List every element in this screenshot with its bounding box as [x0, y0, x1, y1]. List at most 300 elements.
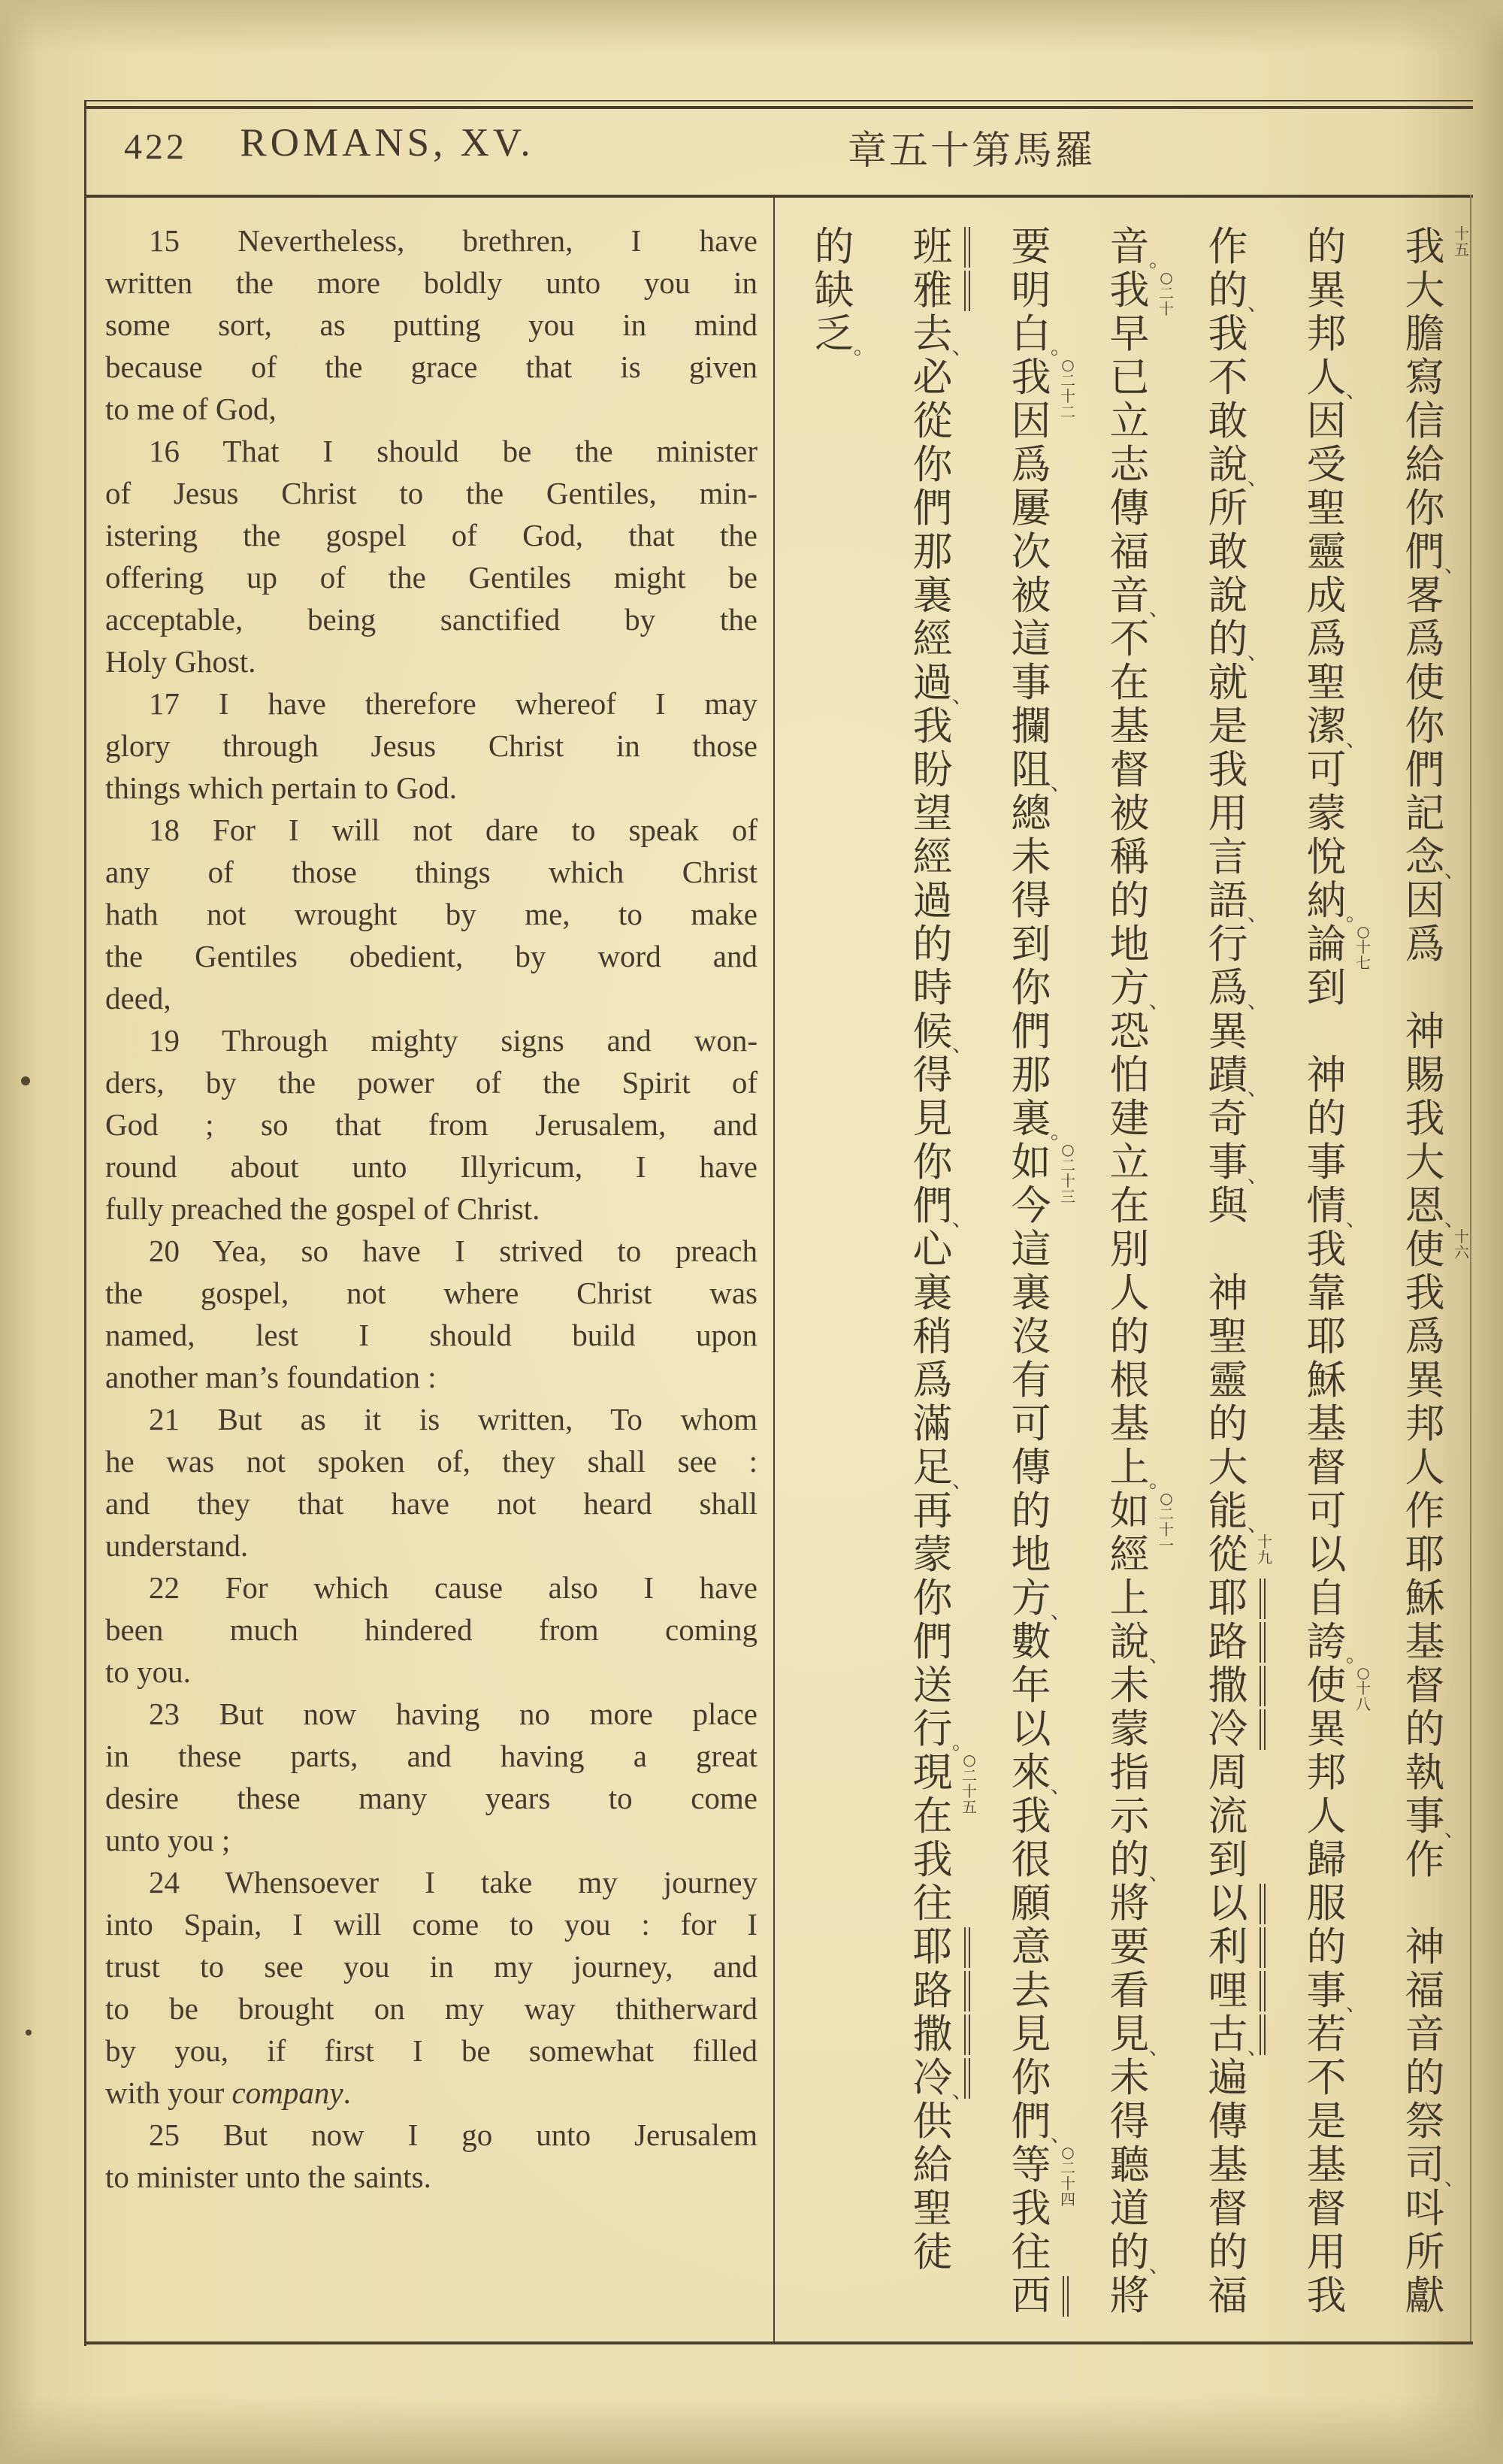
text-line: acceptable, being sanctified by the: [105, 602, 758, 637]
han-char: 稱: [1109, 834, 1150, 880]
han-char: 人: [1109, 1270, 1150, 1316]
proper-name-mark: [964, 1971, 970, 2011]
han-char: 年: [1011, 1663, 1051, 1709]
chinese-column: [808, 224, 874, 359]
han-char: 我: [1306, 2273, 1347, 2319]
han-char: 我: [1405, 1096, 1445, 1142]
han-char: 到: [1011, 922, 1051, 967]
han-char: 情 、: [1306, 1183, 1366, 1231]
han-char: 沒: [1011, 1314, 1051, 1360]
han-char: 聖: [1306, 660, 1347, 706]
text-line: istering the gospel of God, that the: [105, 518, 758, 552]
han-char: 執: [1405, 1750, 1445, 1796]
han-char: 督: [1405, 1663, 1445, 1709]
han-char: 足 、: [912, 1445, 972, 1493]
han-char: 們 、: [912, 1183, 972, 1231]
chinese-column: [1300, 224, 1371, 2319]
han-char: 裏 。: [1011, 1096, 1071, 1144]
han-char: 現 ○二十五: [912, 1750, 977, 1816]
han-char: 恐: [1109, 1009, 1150, 1055]
han-char: 我: [1208, 747, 1248, 793]
text-line: 23 But now having no more place: [149, 1697, 758, 1731]
han-char: 給: [1405, 442, 1445, 488]
text-line: to you.: [105, 1654, 191, 1689]
han-char: 去: [1011, 1968, 1051, 2014]
han-char: 示: [1109, 1794, 1150, 1839]
han-char: 往: [912, 1881, 953, 1927]
han-char: 言: [1208, 834, 1248, 880]
text-line: the gospel, not where Christ was: [105, 1276, 758, 1310]
han-char: 你: [1405, 486, 1445, 531]
verse-number-marker: ○二十: [1159, 268, 1174, 318]
han-char: 來 、: [1011, 1750, 1071, 1798]
han-char: 納 。: [1306, 878, 1366, 926]
han-char: 那: [1011, 1052, 1051, 1098]
han-char: 如 ○二十一: [1109, 1488, 1174, 1554]
column-divider-rule: [773, 196, 775, 2344]
han-char: 耶: [906, 1926, 959, 1969]
verse-number-marker: ○二十四: [1060, 2143, 1075, 2208]
han-char: 事 、: [1208, 1140, 1268, 1188]
han-char: 被: [1109, 791, 1150, 837]
han-char: 人 、: [1306, 355, 1366, 403]
han-char: 我: [1011, 2186, 1051, 2232]
han-char: 因: [1405, 878, 1445, 924]
han-char: 給: [912, 2142, 953, 2188]
verse: [105, 683, 758, 809]
han-char: 悅: [1306, 834, 1347, 880]
text-line: to me of God,: [105, 392, 277, 426]
header-divider-rule: [84, 195, 1473, 198]
text-line: things which pertain to God.: [105, 770, 458, 805]
han-char: 冷: [1202, 1708, 1254, 1751]
han-char: 異: [1405, 1358, 1445, 1403]
han-char: 從: [912, 398, 953, 444]
han-char: 裏: [1011, 1270, 1051, 1316]
han-char: 的: [912, 922, 953, 967]
han-char: 過: [912, 878, 953, 924]
verse: [105, 219, 758, 430]
han-char: 方 、: [1109, 965, 1169, 1013]
han-char: 我: [1208, 311, 1248, 357]
running-header-chinese: 章五十第馬羅: [848, 129, 1096, 174]
han-char: 的: [1011, 1488, 1051, 1534]
chinese-column: [1005, 224, 1075, 2319]
han-char: 事: [1306, 1140, 1347, 1185]
paper-speck: [26, 2030, 32, 2036]
han-char: 冷 、: [912, 2055, 972, 2103]
han-char: 傳: [1109, 486, 1150, 531]
text-line: by you, if first I be somewhat filled: [105, 2033, 758, 2068]
han-char: 撒: [1202, 1664, 1254, 1708]
han-char: 司 、: [1405, 2142, 1465, 2190]
han-char: 建: [1109, 1096, 1150, 1142]
han-char: 與: [1208, 1183, 1248, 1229]
han-char: 不: [1306, 2055, 1347, 2101]
han-char: 我: [912, 1837, 953, 1883]
han-char: 用: [1208, 791, 1248, 837]
han-char: 受: [1306, 442, 1347, 488]
han-char: 說 、: [1109, 1619, 1169, 1667]
proper-name-mark: [1260, 1709, 1266, 1750]
han-char: 數: [1011, 1619, 1051, 1665]
verse-number-marker: ○十八: [1356, 1663, 1371, 1713]
text-line: 24 Whensoever I take my journey: [149, 1865, 758, 1899]
text-line: hath not wrought by me, to make: [105, 897, 758, 931]
han-char: 得: [912, 1052, 953, 1098]
han-char: 撒: [906, 2013, 959, 2057]
han-char: 是: [1208, 704, 1248, 749]
verse-number-marker: ○二十三: [1060, 1140, 1075, 1206]
han-char: 就: [1208, 660, 1248, 706]
han-char: 聖: [1306, 486, 1347, 531]
han-char: 班: [906, 226, 959, 269]
text-line: written the more boldly unto you in: [105, 265, 758, 300]
verse-number-marker: ○二十一: [1159, 1489, 1174, 1554]
han-char: 裏: [912, 573, 953, 619]
han-char: 是: [1306, 2099, 1347, 2145]
text-line: 17 I have therefore whereof I may: [149, 686, 758, 721]
han-char: 未: [1011, 834, 1051, 880]
text-line: 22 For which cause also I have: [149, 1570, 758, 1605]
text-line: 15 Nevertheless, brethren, I have: [149, 223, 758, 258]
han-char: 的: [1306, 1096, 1347, 1142]
han-char: 若: [1306, 2011, 1347, 2057]
han-char: 阻 、: [1011, 747, 1071, 795]
han-char: 今: [1011, 1183, 1051, 1229]
han-char: 潔 、: [1306, 704, 1366, 752]
proper-name-mark: [1260, 1927, 1266, 1968]
han-char: 指: [1109, 1750, 1150, 1796]
text-line: named, lest I should build upon: [105, 1318, 758, 1352]
han-char: 方 、: [1011, 1576, 1071, 1624]
bottom-rule: [84, 2341, 1473, 2344]
han-char: 願: [1011, 1881, 1051, 1927]
han-char: 福: [1109, 529, 1150, 575]
text-line: offering up of the Gentiles might be: [105, 560, 758, 595]
verse: [105, 1398, 758, 1566]
han-char: 地: [1011, 1532, 1051, 1578]
verse: [105, 1230, 758, 1398]
text-line: glory through Jesus Christ in those: [105, 728, 758, 763]
han-char: 基: [1306, 2142, 1347, 2188]
han-char: 遍: [1208, 2055, 1248, 2101]
han-char: 基: [1208, 2142, 1248, 2188]
han-char: 督: [1306, 1445, 1347, 1491]
han-char: 的 、: [1109, 2229, 1169, 2278]
verse: [105, 2114, 758, 2198]
han-char: 基: [1306, 1401, 1347, 1447]
han-char: 缺: [814, 268, 854, 313]
han-char: 可: [1306, 1488, 1347, 1534]
han-char: 祭: [1405, 2099, 1445, 2145]
han-char: 使: [1405, 660, 1445, 706]
han-char: 人: [1306, 1794, 1347, 1839]
han-char: 事 、: [1405, 1794, 1465, 1842]
text-line: been much hindered from coming: [105, 1612, 758, 1647]
han-char: 用: [1306, 2229, 1347, 2275]
han-char: 別: [1109, 1227, 1150, 1273]
han-char: 道: [1109, 2186, 1150, 2232]
proper-name-mark: [1260, 1884, 1266, 1924]
han-char: 蒙: [912, 1532, 953, 1578]
han-char: 使 ○十八: [1306, 1663, 1371, 1713]
verse: [105, 1693, 758, 1861]
han-char: 成: [1306, 573, 1347, 619]
han-char: 們 、: [1405, 529, 1465, 577]
han-char: 邦: [1306, 1750, 1347, 1796]
text-line: and they that have not heard shall: [105, 1486, 758, 1521]
chinese-column: [906, 224, 977, 2275]
verse-number-marker: ○十七: [1356, 922, 1371, 972]
han-char: 奇: [1208, 1096, 1248, 1142]
han-char: 志: [1109, 442, 1150, 488]
han-char: 異: [1306, 268, 1347, 313]
proper-name-mark: [1063, 2276, 1069, 2317]
han-char: 傳: [1011, 1445, 1051, 1491]
han-char: 說 、: [1208, 442, 1268, 490]
han-char: 必: [912, 355, 953, 401]
han-char: 徒: [912, 2229, 953, 2275]
han-char: 因: [1306, 398, 1347, 444]
han-char: 服: [1306, 1881, 1347, 1927]
han-char: 我: [912, 704, 953, 749]
paper-speck: [21, 1076, 30, 1085]
han-char: 要: [1011, 224, 1051, 270]
han-char: 周: [1208, 1750, 1248, 1796]
han-char: 事: [1011, 660, 1051, 706]
han-char: 我 十五: [1405, 224, 1469, 270]
han-char: 總: [1011, 791, 1051, 837]
han-char: 膽: [1405, 311, 1445, 357]
honorific-space: [1399, 1882, 1451, 1926]
han-char: 稍: [912, 1314, 953, 1360]
han-char: 我 ○二十二: [1011, 355, 1075, 421]
han-char: 耶: [1202, 1577, 1254, 1621]
han-char: 的: [1405, 1706, 1445, 1752]
han-char: 所: [1208, 486, 1248, 531]
han-char: 畧: [1405, 573, 1445, 619]
page-top-shadow: [0, 0, 1503, 53]
han-char: 被: [1011, 573, 1051, 619]
page-bottom-shadow: [0, 2396, 1503, 2464]
chinese-column: [1103, 224, 1174, 2319]
han-char: 不: [1109, 616, 1150, 662]
han-char: 人: [1405, 1445, 1445, 1491]
han-char: 已: [1109, 355, 1150, 401]
han-char: 神: [1306, 1052, 1347, 1098]
han-char: 念 、: [1405, 834, 1465, 882]
han-char: 去 、: [912, 311, 972, 359]
han-char: 屢: [1011, 486, 1051, 531]
han-char: 基: [1405, 1619, 1445, 1665]
han-char: 異: [1208, 1009, 1248, 1055]
han-char: 地: [1109, 922, 1150, 967]
han-char: 大: [1405, 268, 1445, 313]
han-char: 能 、: [1208, 1488, 1268, 1536]
verse: [105, 1019, 758, 1230]
han-char: 以: [1202, 1882, 1254, 1926]
proper-name-mark: [1260, 1666, 1266, 1706]
han-char: 利: [1202, 1926, 1254, 1969]
text-line: Holy Ghost.: [105, 644, 256, 679]
text-line: 21 But as it is written, To whom: [149, 1402, 758, 1436]
han-char: 靠: [1306, 1270, 1347, 1316]
han-char: 到: [1306, 965, 1347, 1011]
han-char: 上: [1109, 1576, 1150, 1621]
han-char: 時: [912, 965, 953, 1011]
text-line: because of the grace that is given: [105, 350, 758, 384]
han-char: 立: [1109, 398, 1150, 444]
han-char: 邦: [1405, 1401, 1445, 1447]
han-char: 記: [1405, 791, 1445, 837]
proper-name-mark: [1260, 1579, 1266, 1619]
han-char: 因: [1011, 398, 1051, 444]
han-char: 聖: [912, 2186, 953, 2232]
han-char: 的: [1306, 1924, 1347, 1970]
han-char: 你: [1011, 965, 1051, 1011]
han-char: 作: [1405, 1837, 1445, 1883]
han-char: 往: [1011, 2229, 1051, 2275]
left-border-rule: [84, 100, 86, 2346]
han-char: 們: [1011, 1009, 1051, 1055]
han-char: 裏: [912, 1270, 953, 1316]
han-char: 流: [1208, 1794, 1248, 1839]
han-char: 基: [1109, 704, 1150, 749]
han-char: 那: [912, 529, 953, 575]
text-line: with your company.: [105, 2075, 351, 2110]
han-char: 基: [1109, 1401, 1150, 1447]
han-char: 將: [1109, 2273, 1150, 2319]
han-char: 未: [1109, 1663, 1150, 1709]
han-char: 敢: [1208, 529, 1248, 575]
chinese-column: [1202, 224, 1272, 2319]
han-char: 明: [1011, 268, 1051, 313]
han-char: 西: [1005, 2275, 1057, 2318]
han-char: 爲: [1405, 1314, 1445, 1360]
proper-name-mark: [964, 1927, 970, 1968]
han-char: 我: [1011, 1794, 1051, 1839]
han-char: 恩 、: [1405, 1183, 1465, 1231]
verse-number-marker: ○二十五: [962, 1751, 977, 1816]
han-char: 神: [1405, 1924, 1445, 1970]
han-char: 的 、: [1208, 616, 1268, 664]
han-char: 的: [1109, 1314, 1150, 1360]
han-char: 福: [1405, 1968, 1445, 2014]
verse: [105, 430, 758, 683]
han-char: 怕: [1109, 1052, 1150, 1098]
han-char: 神: [1208, 1270, 1248, 1316]
text-line: another man’s foundation :: [105, 1360, 437, 1394]
han-char: 的: [1306, 224, 1347, 270]
han-char: 你: [912, 1576, 953, 1621]
han-char: 未: [1109, 2055, 1150, 2101]
han-char: 蹟 、: [1208, 1052, 1268, 1100]
han-char: 獻: [1405, 2273, 1445, 2319]
han-char: 很: [1011, 1837, 1051, 1883]
han-char: 經: [1109, 1532, 1150, 1578]
han-char: 經: [912, 616, 953, 662]
han-char: 的 、: [1109, 1837, 1169, 1885]
han-char: 將: [1109, 1881, 1150, 1927]
han-char: 賜: [1405, 1052, 1445, 1098]
han-char: 蒙: [1109, 1706, 1150, 1752]
han-char: 大: [1208, 1445, 1248, 1491]
text-line: some sort, as putting you in mind: [105, 307, 758, 342]
han-char: 在: [912, 1794, 953, 1839]
page-number: 422: [124, 127, 187, 167]
proper-name-mark: [964, 2014, 970, 2055]
han-char: 音 。: [1109, 224, 1169, 272]
verse: [105, 1566, 758, 1693]
han-char: 次: [1011, 529, 1051, 575]
han-char: 見 、: [1109, 2011, 1169, 2060]
han-char: 如 ○二十三: [1011, 1140, 1075, 1206]
text-line: he was not spoken of, they shall see :: [105, 1444, 758, 1479]
han-char: 們: [1405, 747, 1445, 793]
han-char: 送: [912, 1663, 953, 1709]
han-char: 心: [912, 1227, 953, 1273]
han-char: 異: [1306, 1706, 1347, 1752]
han-char: 看: [1109, 1968, 1150, 2014]
text-line: 18 For I will not dare to speak of: [149, 813, 758, 847]
han-char: 神: [1405, 1009, 1445, 1055]
han-char: 信: [1405, 398, 1445, 444]
han-char: 意: [1011, 1924, 1051, 1970]
top-rule: [84, 106, 1473, 109]
text-line: God ; so that from Jerusalem, and: [105, 1107, 758, 1142]
han-char: 在: [1109, 1183, 1150, 1229]
text-line: fully preached the gospel of Christ.: [105, 1191, 540, 1226]
han-char: 的: [1405, 2055, 1445, 2101]
han-char: 耶: [1306, 1314, 1347, 1360]
han-char: 路: [906, 1969, 959, 2013]
text-line: to be brought on my way thitherward: [105, 1991, 758, 2026]
han-char: 行: [1208, 922, 1248, 967]
han-char: 見: [1011, 2011, 1051, 2057]
verse-number-marker: 十五: [1454, 225, 1469, 259]
han-char: 過 、: [912, 660, 972, 708]
han-char: 使 十六: [1405, 1227, 1469, 1273]
han-char: 哩: [1202, 1969, 1254, 2013]
han-char: 早: [1109, 311, 1150, 357]
han-char: 路: [1202, 1621, 1254, 1664]
han-char: 的: [1208, 1401, 1248, 1447]
han-char: 的: [814, 224, 854, 270]
text-line: round about unto Illyricum, I have: [105, 1149, 758, 1184]
text-line: to minister unto the saints.: [105, 2160, 431, 2194]
han-char: 得: [1109, 2099, 1150, 2145]
han-char: 以: [1306, 1532, 1347, 1578]
han-char: 爲: [1405, 922, 1445, 967]
han-char: 誇 。: [1306, 1619, 1366, 1667]
text-line: any of those things which Christ: [105, 855, 758, 889]
han-char: 你: [912, 1140, 953, 1185]
han-char: 根: [1109, 1358, 1150, 1403]
han-char: 我 ○二十: [1109, 268, 1174, 318]
han-char: 從 十九: [1208, 1532, 1272, 1578]
proper-name-mark: [1260, 1622, 1266, 1663]
verse-number-marker: 十六: [1454, 1227, 1469, 1261]
han-char: 語 、: [1208, 878, 1268, 926]
han-char: 們 、: [1011, 2099, 1071, 2147]
han-char: 邦: [1306, 311, 1347, 357]
chinese-column: [1399, 224, 1469, 2319]
han-char: 耶: [1405, 1532, 1445, 1578]
han-char: 呌: [1405, 2186, 1445, 2232]
han-char: 有: [1011, 1358, 1051, 1403]
han-char: 所: [1405, 2229, 1445, 2275]
